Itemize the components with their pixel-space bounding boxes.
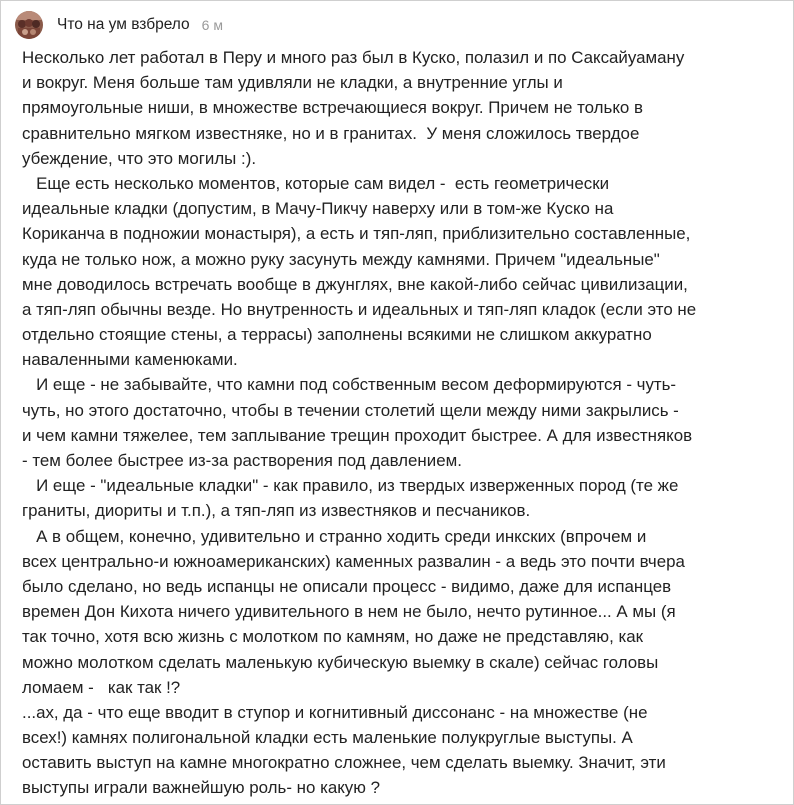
comment-text-line: времен Дон Кихота ничего удивительного в нем не было, нечто рутинное... А мы (я	[22, 602, 676, 622]
user-avatar[interactable]	[15, 11, 43, 39]
comment-text-line: и чем камни тяжелее, тем заплывание трещин проходит быстрее. А для известняков	[22, 425, 693, 445]
comment-text-line: чуть, но этого достаточно, чтобы в течении столетий щели между ними закрылись -	[22, 400, 679, 420]
avatar-image-icon	[15, 11, 43, 39]
comment-text-line: мне доводилось встречать вообще в джунглях, вне какой-либо сейчас цивилизации,	[22, 274, 688, 294]
comment-text-line: граниты, диориты и т.п.), а тяп-ляп из известняков и песчаников.	[22, 501, 531, 521]
comment-text-line: куда не только нож, а можно руку засунуть между камнями. Причем "идеальные"	[22, 249, 660, 269]
comment-text-line: выступы играли важнейшую роль- но какую ?	[22, 778, 381, 798]
comment-text-line: ломаем - как так !?	[22, 677, 181, 697]
comment-text-line: идеальные кладки (допустим, в Мачу-Пикчу наверху или в том-же Куско на	[22, 199, 614, 219]
comment-text-line: Еще есть несколько моментов, которые сам видел - есть геометрически	[22, 173, 610, 193]
comment-text-line: отдельно стоящие стены, а террасы) заполнены всякими не слишком аккуратно	[22, 325, 652, 345]
comment-text-line: а тяп-ляп обычны везде. Но внутренность и идеальных и тяп-ляп кладок (если это не	[22, 299, 697, 319]
comment-text-line: А в общем, конечно, удивительно и странно ходить среди инкских (впрочем и	[22, 526, 647, 546]
comment-text-line: Несколько лет работал в Перу и много раз был в Куско, полазил и по Саксайуаману	[22, 48, 685, 67]
comment-text-line: сравнительно мягком известняке, но и в гранитах. У меня сложилось твердое	[22, 123, 640, 143]
comment-text-line: И еще - не забывайте, что камни под собственным весом деформируются - чуть-	[22, 375, 677, 395]
comment-header	[15, 10, 223, 40]
comment-text-line: всех центрально-и южноамериканских) каменных развалин - а ведь это почти вчера	[22, 551, 685, 571]
comment-text-line: было сделано, но ведь испанцы не описали процесс - видимо, даже для испанцев	[22, 576, 672, 596]
comment-text-line: Кориканча в подножии монастыря), а есть и тяп-ляп, приблизительно составленные,	[22, 224, 691, 244]
comment-text-line: и вокруг. Меня больше там удивляли не кладки, а внутренние углы и	[22, 73, 563, 93]
comment-text-line: так точно, хотя всю жизнь с молотком по камням, но даже не представляю, как	[22, 627, 644, 647]
comment-text-line: - тем более быстрее из-за растворения под давлением.	[22, 451, 462, 470]
comment-text-line: наваленными каменюками.	[22, 350, 238, 370]
comment-text-line: ...ах, да - что еще вводит в ступор и когнитивный диссонанс - на множестве (не	[22, 702, 648, 722]
comment-text-line: И еще - "идеальные кладки" - как правило, из твердых изверженных пород (те же	[22, 476, 679, 496]
post-time: 6 м	[201, 17, 223, 33]
author-name[interactable]: Что на ум взбрело	[57, 16, 190, 33]
comment-text	[22, 45, 782, 801]
comment-text-line: всех!) камнях полигональной кладки есть маленькие полукруглые выступы. А	[22, 728, 633, 748]
comment-text-line: убеждение, что это могилы :).	[22, 148, 257, 168]
comment-text-line: оставить выступ на камне многократно сложнее, чем сделать выемку. Значит, эти	[22, 753, 666, 773]
comment-text-line: можно молотком сделать маленькую кубическую выемку в скале) сейчас головы	[22, 652, 659, 672]
comment-text-line: прямоугольные ниши, в множестве встречающиеся вокруг. Причем не только в	[22, 98, 643, 118]
